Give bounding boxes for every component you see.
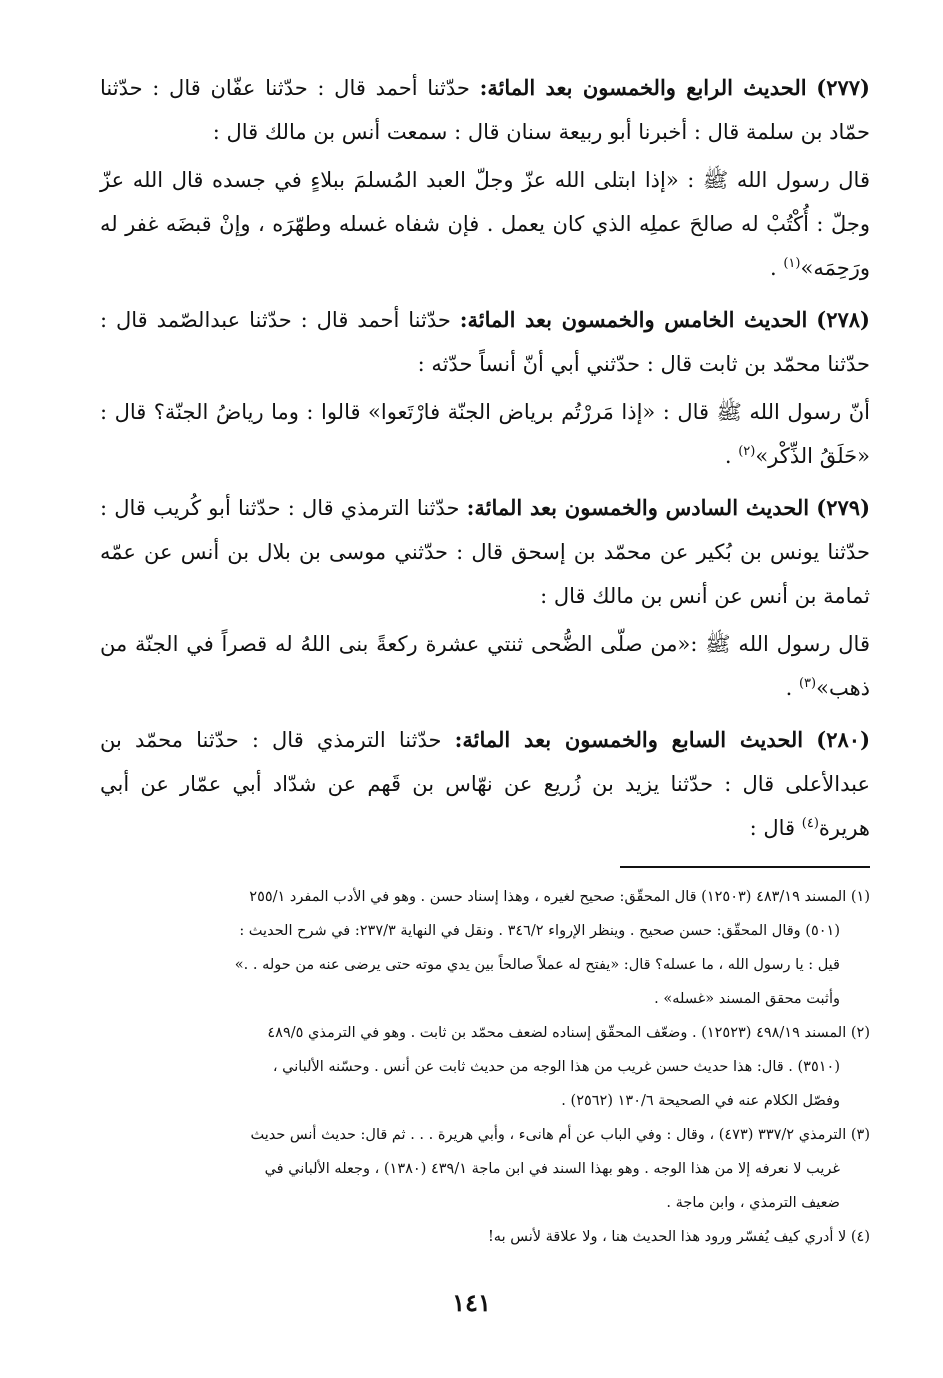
footnotes-section bbox=[100, 880, 870, 1254]
footnote bbox=[100, 880, 870, 1016]
hadith-entry bbox=[100, 66, 870, 290]
sentence-end: . bbox=[724, 444, 739, 468]
hadith-matn-paragraph bbox=[100, 390, 870, 478]
footnote-line: (٢) المسند ٤٩٨/١٩ (١٢٥٢٣) . وضعّف المحقّق إسناده لضعف محمّد بن ثابت . وهو في الترمذي ٤٨٩/٥ bbox=[267, 1025, 870, 1041]
sentence-end: . bbox=[785, 676, 799, 700]
hadith-number: (٢٧٩) bbox=[816, 495, 870, 520]
hadith-entry bbox=[100, 298, 870, 478]
main-text bbox=[100, 66, 870, 858]
hadith-matn: أنّ رسول الله ﷺ قال : «إذا مَررْتُم برياض الجنّة فارْتَعوا» قالوا : وما رياضُ الجنّة؟ قال : «حَلَقُ الذِّكْر» bbox=[100, 400, 870, 468]
hadith-number: (٢٨٠) bbox=[816, 727, 871, 752]
hadith-matn: قال رسول الله ﷺ :«من صلّى الضُّحى ثنتي عشرة ركعةً بنى اللهُ له قصراً في الجنّة من ذهب» bbox=[100, 632, 870, 700]
footnote bbox=[100, 1118, 870, 1220]
footnote-line: وأثبت محقق المسند «غسله» . bbox=[654, 991, 840, 1007]
hadith-heading: الحديث السابع والخمسون بعد المائة: bbox=[454, 727, 804, 752]
footnote-separator bbox=[620, 866, 870, 868]
hadith-isnad-paragraph bbox=[100, 298, 870, 386]
footnote-line: (٥٠١) وقال المحقّق: حسن صحيح . وينظر الإرواء ٣٤٦/٢ . ونقل في النهاية ٢٣٧/٣: في شرح الحديث : bbox=[239, 923, 840, 939]
footnote-line: (٣٥١٠) . قال: هذا حديث حسن غريب من هذا الوجه من حديث ثابت عن أنس . وحسّنه الألباني ، bbox=[272, 1059, 840, 1075]
hadith-matn-paragraph bbox=[100, 158, 870, 290]
footnote bbox=[100, 1220, 870, 1254]
footnote-ref: (٣) bbox=[798, 676, 817, 691]
hadith-matn-paragraph bbox=[100, 622, 870, 710]
hadith-heading: الحديث السادس والخمسون بعد المائة: bbox=[466, 495, 810, 520]
footnote-ref: (١) bbox=[783, 256, 801, 271]
footnote-line: غريب لا نعرفه إلا من هذا الوجه . وهو بهذا السند في ابن ماجة ٤٣٩/١ (١٣٨٠) ، وجعله الألباني في bbox=[264, 1161, 840, 1177]
hadith-number: (٢٧٨) bbox=[816, 307, 870, 332]
hadith-isnad-paragraph bbox=[100, 718, 870, 850]
hadith-heading: الحديث الرابع والخمسون بعد المائة: bbox=[479, 75, 807, 100]
hadith-isnad-paragraph bbox=[100, 486, 870, 618]
footnote-line: (٤) لا أدري كيف يُفسّر ورود هذا الحديث هنا ، ولا علاقة لأنس به! bbox=[487, 1229, 870, 1245]
footnote-line: (١) المسند ٤٨٣/١٩ (١٢٥٠٣) قال المحقّق: صحيح لغيره ، وهذا إسناد حسن . وهو في الأدب المفرد ٢٥٥/١ bbox=[249, 889, 870, 905]
hadith-matn: قال رسول الله ﷺ : «إذا ابتلى الله عزّ وجلّ العبد المُسلمَ ببلاءٍ في جسده قال الله عزّ وجلّ : أُكْتُبْ له صالحَ عملِه الذي كان يعمل . فإن شفاه غسله وطهّرَه ، وإنْ قبضَه غفر له ورَحِمَه» bbox=[100, 168, 870, 280]
sentence-end: قال : bbox=[749, 816, 802, 840]
hadith-heading: الحديث الخامس والخمسون بعد المائة: bbox=[459, 307, 808, 332]
footnote bbox=[100, 1016, 870, 1118]
footnote-ref: (٤) bbox=[801, 816, 819, 831]
hadith-isnad: حدّثنا أحمد قال : حدّثنا عبدالصّمد قال : حدّثنا محمّد بن ثابت قال : حدّثني أبي أنّ أنساً حدّثه : bbox=[100, 308, 870, 376]
hadith-isnad: حدّثنا أحمد قال : حدّثنا عفّان قال : حدّثنا حمّاد بن سلمة قال : أخبرنا أبو ربيعة سنان قال : سمعت أنس بن مالك قال : bbox=[100, 76, 870, 144]
footnote-line: قيل : يا رسول الله ، ما عسله؟ قال: «يفتح له عملاً صالحاً بين يدي موته حتى يرضى عنه من حوله . .» bbox=[234, 957, 840, 973]
hadith-number: (٢٧٧) bbox=[816, 75, 870, 100]
sentence-end: . bbox=[769, 256, 784, 280]
footnote-line: (٣) الترمذي ٣٣٧/٢ (٤٧٣) ، وقال : وفي الباب عن أم هانىء ، وأبي هريرة . . . ثم قال: حديث أنس حديث bbox=[250, 1127, 870, 1143]
page-number: ١٤١ bbox=[452, 1288, 491, 1317]
hadith-entry bbox=[100, 718, 870, 850]
footnote-line: ضعيف الترمذي ، وابن ماجة . bbox=[666, 1195, 840, 1211]
footnote-ref: (٢) bbox=[738, 444, 756, 459]
footnote-line: وفصّل الكلام عنه في الصحيحة ١٣٠/٦ (٢٥٦٢) . bbox=[561, 1093, 840, 1109]
hadith-entry bbox=[100, 486, 870, 710]
hadith-isnad-paragraph bbox=[100, 66, 870, 154]
hadith-isnad: حدّثنا الترمذي قال : حدّثنا محمّد بن عبدالأعلى قال : حدّثنا يزيد بن زُريع عن نهّاس بن قَهم عن شدّاد أبي عمّار عن أبي هريرة bbox=[100, 728, 870, 840]
hadith-isnad: حدّثنا الترمذي قال : حدّثنا أبو كُريب قال : حدّثنا يونس بن بُكير عن محمّد بن إسحق قال : حدّثني موسى بن بلال بن أنس عن عمّه ثمامة بن أنس عن أنس بن مالك قال : bbox=[100, 496, 870, 608]
